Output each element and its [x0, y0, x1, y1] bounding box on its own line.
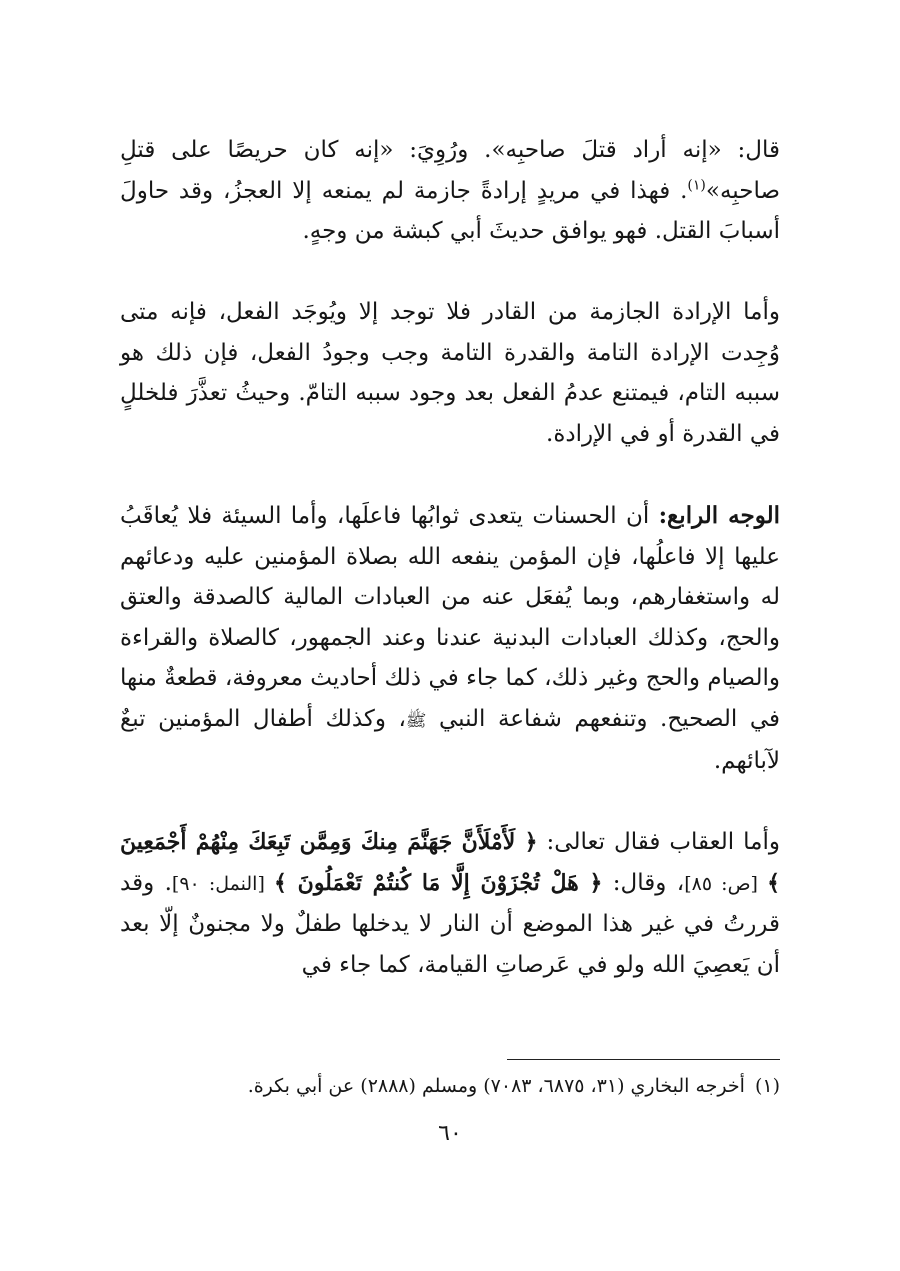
verse-citation-1: [ص: ٨٥]: [684, 872, 768, 895]
paragraph-4: [120, 822, 780, 985]
section-heading: الوجه الرابع:: [658, 502, 780, 529]
paragraph-1-text-tail: . فهذا في مريدٍ إرادةً جازمة لم يمنعه إلا العجزُ، وقد حاولَ أسبابَ القتل. فهو يوافق حديثَ أبي كبشة من وجهٍ.: [120, 177, 780, 244]
paragraph-1-text: قال: «إنه أراد قتلَ صاحبِه». ورُوِيَ: «إنه كان حريصًا على قتلِ صاحبِه»: [120, 137, 780, 204]
paragraph-3: [120, 496, 780, 782]
footnote-number: (١): [754, 1075, 780, 1097]
paragraph-2: [120, 292, 780, 454]
verse-citation-2: [النمل: ٩٠]: [171, 872, 275, 895]
paragraph-3-text: أن الحسنات يتعدى ثوابُها فاعلَها، وأما السيئة فلا يُعاقَبُ عليها إلا فاعلُها، فإن المؤمن ينفعه الله بصلاة المؤمنين عليه ودعائهم له واستغفارهم، وبما يُفعَل عنه من العبادات المالية كالصدقة والعتق والحج، وكذلك العبادات البدنية عندنا وعند الجمهور، كالصلاة والقراءة والصيام والحج وغير ذلك، كما جاء في ذلك أحاديث معروفة، قطعةٌ منها في الصحيح. وتنفعهم شفاعة النبي: [120, 503, 780, 732]
footnote: [120, 1071, 780, 1101]
paragraph-4-text: وأما العقاب فقال تعالى:: [537, 829, 780, 855]
quran-verse-2: ﴿ هَلْ تُجْزَوْنَ إِلَّا مَا كُنتُمْ تَعْمَلُونَ ﴾: [274, 869, 603, 896]
footnote-text: أخرجه البخاري (٣١، ٦٨٧٥، ٧٠٨٣) ومسلم (٢٨٨٨) عن أبي بكرة.: [247, 1075, 745, 1097]
paragraph-2-text: وأما الإرادة الجازمة من القادر فلا توجد إلا ويُوجَد الفعل، فإنه متى وُجِدت الإرادة التامة والقدرة التامة وجب وجودُ الفعل، فإن ذلك هو سببه التام، فيمتنع عدمُ الفعل بعد وجود سببه التامّ. وحيثُ تعذَّرَ فلخللٍ في القدرة أو في الإرادة.: [120, 299, 780, 447]
salla-ligature: ﷺ: [405, 710, 427, 731]
paragraph-4-text-mid: ، وقال:: [602, 869, 685, 896]
paragraph-4-text-tail: . وقد قررتُ في غير هذا الموضع أن النار لا يدخلها طفلٌ ولا مجنونٌ إلّا بعد أن يَعصِيَ الله ولو في عَرصاتِ القيامة، كما جاء في: [120, 869, 780, 978]
page-number: ٦٠: [438, 1121, 462, 1146]
paragraph-3-text-tail: ، وكذلك أطفال المؤمنين تبعٌ لآبائهم.: [120, 705, 780, 774]
quran-verse-1: ﴿ لَأَمْلَأَنَّ جَهَنَّمَ مِنكَ وَمِمَّن تَبِعَكَ مِنْهُمْ أَجْمَعِينَ ﴾: [120, 829, 780, 896]
paragraph-1: [120, 130, 780, 252]
footnote-reference[interactable]: (١): [687, 176, 706, 193]
footnote-divider: [507, 1059, 780, 1060]
